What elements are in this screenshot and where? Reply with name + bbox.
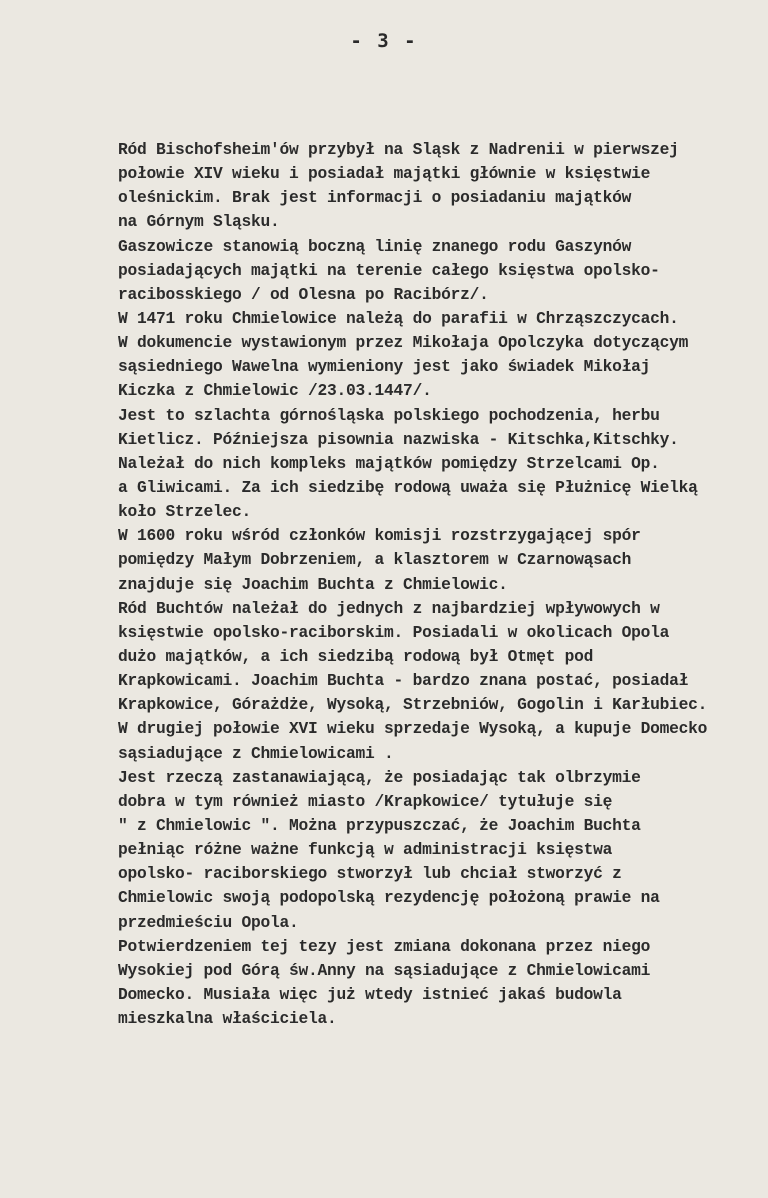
text-line: W 1471 roku Chmielowice należą do parafii w Chrząszczycach. [118, 308, 679, 328]
text-line: znajduje się Joachim Buchta z Chmielowic. [118, 574, 508, 594]
text-line: sąsiedniego Wawelna wymieniony jest jako świadek Mikołaj [118, 357, 651, 377]
text-line: Jest to szlachta górnośląska polskiego pochodzenia, herbu [118, 405, 660, 425]
text-line: posiadających majątki na terenie całego księstwa opolsko- [118, 260, 660, 280]
text-line: przedmieściu Opola. [118, 912, 299, 932]
text-line: W drugiej połowie XVI wieku sprzedaje Wysoką, a kupuje Domecko [118, 719, 708, 739]
text-line: W dokumencie wystawionym przez Mikołaja Opolczyka dotyczącym [118, 333, 689, 353]
text-line: Należał do nich kompleks majątków pomiędzy Strzelcami Op. [118, 453, 660, 473]
text-line: oleśnickim. Brak jest informacji o posiadaniu majątków [118, 188, 632, 208]
text-line: Jest rzeczą zastanawiającą, że posiadając tak olbrzymie [118, 767, 641, 787]
text-line: opolsko- raciborskiego stworzył lub chciał stworzyć z [118, 864, 622, 884]
text-line: Ród Buchtów należał do jednych z najbardziej wpływowych w [118, 598, 660, 618]
text-line: Gaszowicze stanowią boczną linię znanego rodu Gaszynów [118, 236, 632, 256]
text-line: a Gliwicami. Za ich siedzibę rodową uważa się Płużnicę Wielką [118, 477, 698, 497]
text-line: mieszkalna właściciela. [118, 1009, 337, 1029]
text-line: Potwierdzeniem tej tezy jest zmiana dokonana przez niego [118, 936, 651, 956]
text-line: koło Strzelec. [118, 502, 252, 522]
text-line: Ród Bischofsheim'ów przybył na Sląsk z Nadrenii w pierwszej [118, 140, 679, 159]
text-line: dobra w tym również miasto /Krapkowice/ tytułuje się [118, 791, 613, 811]
text-line: " z Chmielowic ". Można przypuszczać, że Joachim Buchta [118, 815, 641, 835]
text-line: Domecko. Musiała więc już wtedy istnieć jakaś budowla [118, 984, 622, 1004]
text-line: sąsiadujące z Chmielowicami . [118, 743, 394, 763]
text-line: Krapkowicami. Joachim Buchta - bardzo znana postać, posiadał [118, 671, 689, 691]
page-number: - 3 - [350, 30, 418, 52]
text-line: księstwie opolsko-raciborskim. Posiadali w okolicach Opola [118, 622, 670, 642]
text-line: Chmielowic swoją podopolską rezydencję położoną prawie na [118, 888, 660, 908]
text-line: Wysokiej pod Górą św.Anny na sąsiadujące z Chmielowicami [118, 960, 651, 980]
text-line: pomiędzy Małym Dobrzeniem, a klasztorem w Czarnowąsach [118, 550, 632, 570]
text-line: racibosskiego / od Olesna po Racibórz/. [118, 284, 489, 304]
text-line: na Górnym Sląsku. [118, 212, 280, 232]
text-line: połowie XIV wieku i posiadał majątki głównie w księstwie [118, 164, 651, 184]
text-line: Kietlicz. Późniejsza pisownia nazwiska - Kitschka,Kitschky. [118, 429, 679, 449]
document-body [118, 138, 768, 1031]
text-line: Krapkowice, Górażdże, Wysoką, Strzebniów, Gogolin i Karłubiec. [118, 695, 708, 715]
text-line: W 1600 roku wśród członków komisji rozstrzygającej spór [118, 526, 641, 546]
text-line: dużo majątków, a ich siedzibą rodową był Otmęt pod [118, 646, 594, 666]
text-line: pełniąc różne ważne funkcją w administracji księstwa [118, 840, 613, 860]
text-line: Kiczka z Chmielowic /23.03.1447/. [118, 381, 432, 401]
